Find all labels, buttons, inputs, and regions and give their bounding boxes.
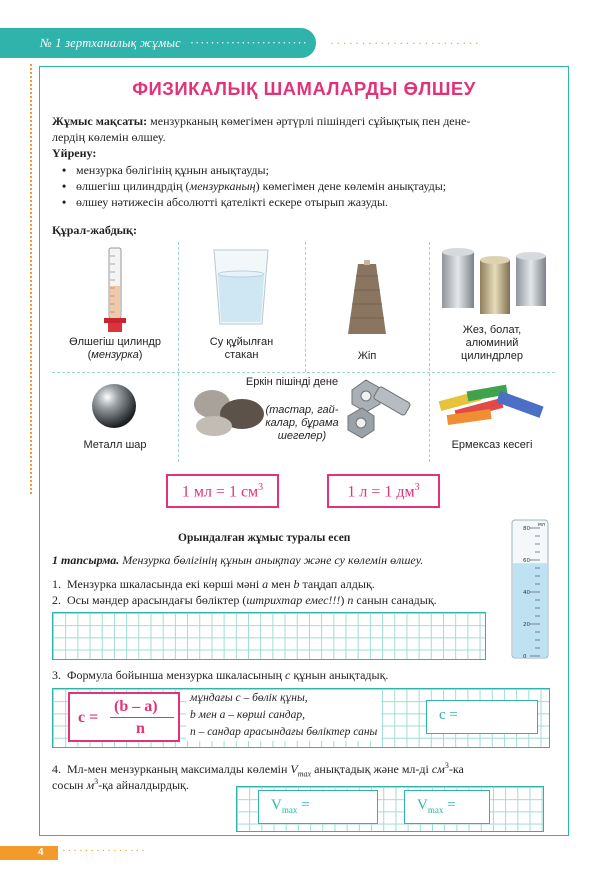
caption-cylinders: Жез, болат, алюминий цилиндрлер bbox=[461, 324, 523, 362]
equipment-grid bbox=[52, 242, 555, 462]
header-dots: ······················· bbox=[190, 36, 309, 50]
chapter-header bbox=[0, 28, 316, 58]
learn-list bbox=[76, 162, 446, 210]
equipment-label: Құрал-жабдық: bbox=[52, 223, 137, 237]
beaker-water bbox=[513, 563, 547, 657]
metal-ball-icon bbox=[90, 382, 138, 430]
learn-item: • өлшеу нәтижесін абсолютті қателікті ескере отырып жазуды. bbox=[76, 194, 446, 210]
caption-thread: Жіп bbox=[357, 350, 377, 362]
task1-step2: 2. Осы мәндер арасындағы бөліктер (штрихтар емес!!!) n санын санадық. bbox=[52, 593, 437, 607]
header-dots-right: ························ bbox=[330, 36, 482, 50]
beaker-tick-label: 0 bbox=[523, 654, 527, 660]
answer-grid-1[interactable] bbox=[52, 612, 486, 660]
vmax-box-2[interactable]: $V_{max}$ = bbox=[404, 790, 490, 824]
answer-c-box[interactable]: c = bbox=[426, 700, 538, 734]
learn-item: • өлшегіш цилиндрдің (мензурканың) көмегімен дене көлемін анықтауды; bbox=[76, 178, 446, 194]
caption-ball: Металл шар bbox=[83, 439, 147, 451]
aim-line-1 bbox=[52, 113, 470, 129]
water-glass-icon bbox=[210, 248, 272, 328]
beaker-tick-label: 60 bbox=[523, 558, 530, 564]
beaker-unit: мл bbox=[538, 522, 545, 528]
beaker-scale-icon bbox=[504, 516, 554, 664]
step4-line-1: 4. Мл-мен мензурканың максималды көлемін $V_{max}$ анықтадық және мл-ді $см^3-ка$ bbox=[52, 761, 464, 779]
aim-label: Жұмыс мақсаты: bbox=[52, 114, 148, 128]
step4-line-2: сосын $м^3-қа$ айналдырдық. bbox=[52, 777, 189, 792]
measuring-cylinder-icon bbox=[100, 246, 130, 334]
learn-item: • мензурка бөлігінің құнын анықтауды; bbox=[76, 162, 446, 178]
learn-label: Үйрену: bbox=[52, 146, 97, 160]
caption-plasticine: Ермексаз кесегі bbox=[451, 439, 533, 451]
equality-l-dm3: 1 л = 1 $дм^3$ bbox=[327, 474, 440, 508]
caption-glass: Су құйылған стакан bbox=[209, 336, 274, 361]
metal-cylinders-icon bbox=[440, 248, 550, 318]
task1-step1: 1. Мензурка шкаласында екі көрші мәні a мен b таңдап алдық. bbox=[52, 577, 375, 591]
aim-text-1: мензурканың көмегімен әртүрлі пішіндегі сұйықтық пен дене- bbox=[147, 114, 471, 128]
thread-spool-icon bbox=[342, 260, 392, 340]
aim-text-2: лердің көлемін өлшеу. bbox=[52, 130, 166, 144]
caption-cylinder: Өлшегіш цилиндр (мензурка) bbox=[69, 336, 161, 361]
step3-text: 3. Формула бойынша мензурка шкаласының c құнын анықтадық. bbox=[52, 668, 389, 682]
beaker-tick-label: 80 bbox=[523, 526, 530, 532]
header-label: № 1 зертханалық жұмыс bbox=[40, 36, 181, 50]
task1-heading: 1 тапсырма. Мензурка бөлігінің құнын анықтау және су көлемін өлшеу. bbox=[52, 553, 424, 567]
formula-legend: мұндағы c – бөлік құны, b мен a – көрші сандар, n – сандар арасындағы бөліктер саны bbox=[186, 690, 381, 741]
vmax-box-1[interactable]: $V_{max}$ = bbox=[258, 790, 378, 824]
plasticine-icon bbox=[437, 382, 549, 430]
page-title: ФИЗИКАЛЫҚ ШАМАЛАРДЫ ӨЛШЕУ bbox=[132, 78, 476, 99]
footer-dots: ··············· bbox=[62, 845, 147, 857]
beaker-tick-label: 20 bbox=[523, 622, 530, 628]
caption-bodies: (тастар, гай- калар, бұрама шегелер) bbox=[265, 404, 339, 442]
left-dotted-line bbox=[30, 64, 32, 494]
beaker-tick-label: 40 bbox=[523, 590, 530, 596]
equality-ml-cm3: 1 мл = 1 $см^3$ bbox=[166, 474, 279, 508]
bolt-nut-icon bbox=[344, 376, 414, 440]
formula-box: c = (b – a) n bbox=[68, 692, 180, 742]
caption-bodies-title: Еркін пішінді дене bbox=[245, 376, 339, 388]
report-title: Орындалған жұмыс туралы есеп bbox=[178, 532, 351, 544]
page-number: 4 bbox=[0, 846, 58, 860]
